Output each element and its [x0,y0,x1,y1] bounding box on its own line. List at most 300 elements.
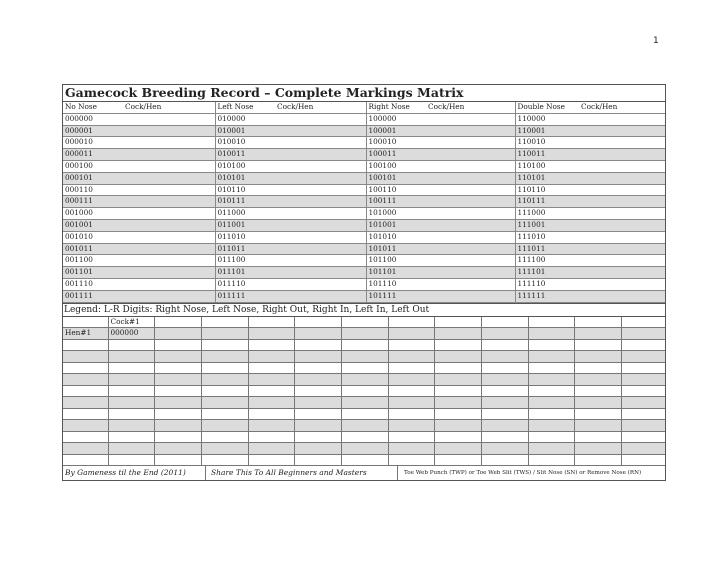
grid-cell[interactable] [341,317,388,328]
marking-code-cell: 111100 [515,255,579,267]
grid-cell[interactable] [154,385,201,397]
grid-row [63,397,665,409]
cock-hen-cell[interactable] [275,208,366,220]
marking-code-cell: 010000 [215,113,275,125]
grid-cell[interactable] [621,397,665,409]
grid-cell[interactable] [481,397,528,409]
marking-code-cell: 111101 [515,267,579,279]
cock-hen-cell[interactable] [123,208,215,220]
marking-code-cell: 110110 [515,184,579,196]
cock-hen-cell[interactable] [579,267,665,279]
cock-hen-cell[interactable] [426,137,515,149]
cock-hen-cell[interactable] [426,255,515,267]
grid-cell[interactable] [341,420,388,432]
grid-cell[interactable] [341,362,388,374]
grid-cell[interactable] [294,420,341,432]
grid-cell[interactable] [201,385,248,397]
marking-code-cell: 110111 [515,196,579,208]
breeding-record-form [62,84,666,481]
grid-cell[interactable] [248,454,294,466]
marking-code-cell: 100010 [366,137,426,149]
grid-row [63,317,665,328]
grid-cell[interactable] [388,431,434,443]
cock-hen-cell[interactable] [426,125,515,137]
grid-cell[interactable] [294,374,341,386]
cock-hen-cell[interactable] [426,219,515,231]
matrix-row [63,290,665,302]
cock-hen-cell[interactable] [275,196,366,208]
marking-code-cell: 111110 [515,278,579,290]
cock-hen-cell[interactable] [426,290,515,302]
grid-cell[interactable] [294,431,341,443]
matrix-header-cell: Left Nose [215,102,275,113]
grid-cell[interactable] [294,385,341,397]
markings-matrix [63,102,665,303]
grid-cell[interactable] [108,420,154,432]
grid-cell[interactable] [63,454,108,466]
grid-cell[interactable] [294,362,341,374]
grid-cell[interactable] [434,420,481,432]
grid-cell[interactable] [248,443,294,455]
grid-cell[interactable] [248,328,294,340]
grid-cell[interactable] [434,454,481,466]
grid-cell[interactable] [388,420,434,432]
grid-cell[interactable] [201,374,248,386]
cock-hen-cell[interactable] [275,231,366,243]
grid-cell[interactable] [63,374,108,386]
marking-code-cell: 100110 [366,184,426,196]
grid-cell[interactable] [201,317,248,328]
grid-cell[interactable] [63,351,108,363]
cock-hen-cell[interactable] [426,160,515,172]
grid-cell[interactable] [528,362,574,374]
grid-cell[interactable] [434,317,481,328]
grid-cell[interactable] [574,362,621,374]
grid-cell[interactable] [434,351,481,363]
grid-cell[interactable] [528,431,574,443]
grid-cell[interactable] [63,443,108,455]
grid-cell[interactable] [294,397,341,409]
grid-cell[interactable] [388,397,434,409]
grid-cell[interactable] [481,385,528,397]
cock-hen-cell[interactable] [579,184,665,196]
marking-code-cell: 101101 [366,267,426,279]
cock-hen-cell[interactable] [426,243,515,255]
grid-cell[interactable] [341,431,388,443]
grid-row [63,408,665,420]
cock-hen-cell[interactable] [123,219,215,231]
grid-cell[interactable] [621,431,665,443]
grid-cell[interactable] [201,443,248,455]
grid-cell[interactable] [248,374,294,386]
cock-hen-cell[interactable] [579,172,665,184]
marking-code-cell: 001111 [63,290,123,302]
grid-cell[interactable] [434,397,481,409]
marking-code-cell: 011100 [215,255,275,267]
cock-hen-cell[interactable] [123,160,215,172]
grid-cell[interactable] [434,362,481,374]
grid-cell[interactable] [574,385,621,397]
grid-cell[interactable] [574,420,621,432]
grid-cell[interactable]: 000000 [108,328,154,340]
grid-cell[interactable] [481,317,528,328]
cock-hen-cell[interactable] [275,113,366,125]
grid-cell[interactable] [154,408,201,420]
grid-cell[interactable] [574,443,621,455]
cock-hen-cell[interactable] [579,231,665,243]
matrix-header-cell: Cock/Hen [123,102,215,113]
cock-hen-cell[interactable] [275,255,366,267]
cock-hen-cell[interactable] [579,137,665,149]
grid-cell[interactable] [108,397,154,409]
grid-cell[interactable] [108,431,154,443]
cock-hen-cell[interactable] [579,113,665,125]
grid-cell[interactable] [154,328,201,340]
marking-code-cell: 111011 [515,243,579,255]
marking-code-cell: 001110 [63,278,123,290]
cock-hen-cell[interactable] [579,208,665,220]
grid-cell[interactable] [154,443,201,455]
grid-cell[interactable] [201,397,248,409]
grid-cell[interactable] [388,362,434,374]
grid-cell[interactable] [388,374,434,386]
grid-cell[interactable] [248,362,294,374]
cock-hen-cell[interactable] [123,125,215,137]
cock-hen-cell[interactable] [275,290,366,302]
grid-cell[interactable] [574,351,621,363]
cock-hen-cell[interactable] [426,208,515,220]
grid-cell[interactable] [154,351,201,363]
marking-code-cell: 011001 [215,219,275,231]
grid-cell[interactable] [294,317,341,328]
grid-cell[interactable] [481,420,528,432]
grid-cell[interactable] [154,397,201,409]
cock-hen-cell[interactable] [579,278,665,290]
grid-cell[interactable] [621,443,665,455]
grid-cell[interactable] [63,362,108,374]
grid-cell[interactable] [434,374,481,386]
grid-cell[interactable] [388,351,434,363]
grid-cell[interactable] [621,328,665,340]
grid-cell[interactable] [574,431,621,443]
marking-code-cell: 000011 [63,149,123,161]
cock-hen-cell[interactable] [123,184,215,196]
grid-cell[interactable] [528,454,574,466]
marking-code-cell: 010011 [215,149,275,161]
grid-cell[interactable] [108,374,154,386]
grid-cell[interactable] [154,339,201,351]
cock-hen-cell[interactable] [123,196,215,208]
marking-code-cell: 000110 [63,184,123,196]
grid-cell[interactable] [574,397,621,409]
cock-hen-cell[interactable] [426,267,515,279]
grid-cell[interactable] [248,339,294,351]
marking-code-cell: 111111 [515,290,579,302]
grid-cell[interactable] [528,385,574,397]
marking-code-cell: 011011 [215,243,275,255]
grid-cell[interactable] [574,454,621,466]
marking-code-cell: 101011 [366,243,426,255]
grid-cell[interactable] [294,454,341,466]
marking-code-cell: 101001 [366,219,426,231]
grid-cell[interactable] [154,431,201,443]
cock-hen-cell[interactable] [275,243,366,255]
marking-code-cell: 000100 [63,160,123,172]
grid-cell[interactable] [341,328,388,340]
grid-cell[interactable] [481,351,528,363]
grid-cell[interactable] [341,385,388,397]
marking-code-cell: 000000 [63,113,123,125]
grid-cell[interactable] [248,317,294,328]
grid-cell[interactable] [341,454,388,466]
grid-cell[interactable] [388,454,434,466]
marking-code-cell: 001001 [63,219,123,231]
marking-code-cell: 010010 [215,137,275,149]
grid-cell[interactable] [388,385,434,397]
grid-cell[interactable] [528,408,574,420]
grid-cell[interactable] [434,408,481,420]
cock-hen-cell[interactable] [123,231,215,243]
breeding-grid [63,317,665,467]
grid-cell[interactable] [63,420,108,432]
grid-cell[interactable] [248,397,294,409]
cock-hen-cell[interactable] [579,125,665,137]
grid-cell[interactable] [341,397,388,409]
grid-cell[interactable] [108,454,154,466]
grid-cell[interactable] [574,328,621,340]
marking-code-cell: 111001 [515,219,579,231]
grid-cell[interactable] [63,431,108,443]
matrix-header-cell: Double Nose [515,102,579,113]
cock-hen-cell[interactable] [426,278,515,290]
cock-hen-cell[interactable] [426,172,515,184]
marking-code-cell: 100011 [366,149,426,161]
cock-hen-cell[interactable] [275,219,366,231]
cock-hen-cell[interactable] [426,149,515,161]
marking-code-cell: 011101 [215,267,275,279]
grid-cell[interactable] [63,397,108,409]
matrix-row [63,149,665,161]
marking-code-cell: 100100 [366,160,426,172]
grid-cell[interactable] [63,408,108,420]
grid-row [63,454,665,466]
grid-cell[interactable] [201,431,248,443]
cock-hen-cell[interactable] [275,125,366,137]
grid-cell[interactable] [388,339,434,351]
grid-cell[interactable] [621,374,665,386]
matrix-header-cell: Cock/Hen [579,102,665,113]
marking-code-cell: 110001 [515,125,579,137]
grid-cell[interactable] [481,362,528,374]
footer [63,466,665,480]
grid-cell[interactable] [201,408,248,420]
cock-hen-cell[interactable] [275,184,366,196]
cock-hen-cell[interactable] [275,172,366,184]
grid-cell[interactable] [108,408,154,420]
grid-cell[interactable] [388,408,434,420]
grid-cell[interactable] [154,317,201,328]
marking-code-cell: 101100 [366,255,426,267]
grid-cell[interactable] [481,339,528,351]
grid-cell[interactable] [294,408,341,420]
grid-cell[interactable] [154,420,201,432]
grid-cell[interactable] [201,339,248,351]
grid-row [63,443,665,455]
cock-hen-cell[interactable] [123,278,215,290]
grid-cell[interactable] [248,408,294,420]
grid-cell[interactable] [621,454,665,466]
grid-cell[interactable] [481,454,528,466]
grid-cell[interactable] [621,385,665,397]
cock-hen-cell[interactable] [426,184,515,196]
grid-cell[interactable] [528,328,574,340]
grid-cell[interactable] [574,374,621,386]
grid-cell[interactable] [294,328,341,340]
grid-cell[interactable] [108,385,154,397]
grid-cell[interactable] [574,408,621,420]
grid-cell[interactable] [528,397,574,409]
grid-cell[interactable] [341,339,388,351]
grid-cell[interactable]: Cock#1 [108,317,154,328]
grid-cell[interactable] [294,443,341,455]
grid-cell[interactable] [201,420,248,432]
grid-cell[interactable] [201,328,248,340]
marking-code-cell: 101010 [366,231,426,243]
matrix-row [63,184,665,196]
grid-cell[interactable] [108,351,154,363]
grid-cell[interactable] [621,408,665,420]
grid-cell[interactable] [294,351,341,363]
grid-cell[interactable] [481,374,528,386]
grid-cell[interactable] [248,420,294,432]
grid-cell[interactable] [621,362,665,374]
grid-cell[interactable] [201,351,248,363]
grid-cell[interactable] [341,408,388,420]
cock-hen-cell[interactable] [275,149,366,161]
matrix-row [63,208,665,220]
grid-cell[interactable] [481,408,528,420]
grid-cell[interactable] [108,339,154,351]
grid-cell[interactable] [341,443,388,455]
marking-code-cell: 111010 [515,231,579,243]
matrix-row [63,113,665,125]
grid-cell[interactable] [528,339,574,351]
grid-cell[interactable] [481,443,528,455]
cock-hen-cell[interactable] [579,160,665,172]
marking-code-cell: 011110 [215,278,275,290]
grid-row [63,374,665,386]
grid-cell[interactable] [388,328,434,340]
marking-code-cell: 100000 [366,113,426,125]
cock-hen-cell[interactable] [579,219,665,231]
grid-cell[interactable] [528,420,574,432]
marking-code-cell: 001010 [63,231,123,243]
marking-code-cell: 110011 [515,149,579,161]
cock-hen-cell[interactable] [123,149,215,161]
grid-cell[interactable] [621,339,665,351]
grid-cell[interactable] [574,339,621,351]
matrix-row [63,243,665,255]
cock-hen-cell[interactable] [579,196,665,208]
marking-code-cell: 001101 [63,267,123,279]
grid-cell[interactable] [481,431,528,443]
cock-hen-cell[interactable] [275,278,366,290]
marking-code-cell: 110100 [515,160,579,172]
grid-cell[interactable] [621,351,665,363]
cock-hen-cell[interactable] [579,243,665,255]
cock-hen-cell[interactable] [123,243,215,255]
cock-hen-cell[interactable] [275,137,366,149]
grid-cell[interactable] [434,443,481,455]
grid-cell[interactable] [154,454,201,466]
grid-cell[interactable] [434,385,481,397]
grid-cell[interactable] [154,362,201,374]
matrix-header-cell: Cock/Hen [426,102,515,113]
grid-cell[interactable] [108,362,154,374]
marking-code-cell: 110000 [515,113,579,125]
marking-code-cell: 011111 [215,290,275,302]
grid-cell[interactable] [201,454,248,466]
grid-cell[interactable] [528,351,574,363]
grid-cell[interactable] [481,328,528,340]
grid-cell[interactable] [434,431,481,443]
cock-hen-cell[interactable] [123,172,215,184]
cock-hen-cell[interactable] [426,231,515,243]
grid-cell[interactable] [574,317,621,328]
grid-cell[interactable]: Hen#1 [63,328,108,340]
cock-hen-cell[interactable] [579,255,665,267]
footer-credit: By Gameness til the End (2011) [63,466,206,480]
cock-hen-cell[interactable] [123,267,215,279]
grid-cell[interactable] [63,385,108,397]
grid-cell[interactable] [248,351,294,363]
footer-note: Toe Web Punch (TWP) or Toe Web Slit (TWS) / Slit Nose (SN) or Remove Nose (RN) [404,470,642,477]
grid-cell[interactable] [621,420,665,432]
cock-hen-cell[interactable] [579,290,665,302]
grid-cell[interactable] [341,351,388,363]
page-number: 1 [653,36,659,46]
grid-cell[interactable] [63,317,108,328]
cock-hen-cell[interactable] [123,113,215,125]
cock-hen-cell[interactable] [275,160,366,172]
cock-hen-cell[interactable] [426,113,515,125]
grid-cell[interactable] [201,362,248,374]
cock-hen-cell[interactable] [426,196,515,208]
grid-cell[interactable] [528,374,574,386]
cock-hen-cell[interactable] [123,255,215,267]
grid-cell[interactable] [248,431,294,443]
grid-cell[interactable] [341,374,388,386]
cock-hen-cell[interactable] [123,290,215,302]
matrix-header-cell: Cock/Hen [275,102,366,113]
grid-cell[interactable] [434,328,481,340]
grid-cell[interactable] [388,443,434,455]
form-title: Gamecock Breeding Record – Complete Markings Matrix [63,85,665,102]
grid-cell[interactable] [63,339,108,351]
grid-cell[interactable] [528,443,574,455]
grid-cell[interactable] [248,385,294,397]
grid-cell[interactable] [294,339,341,351]
grid-cell[interactable] [528,317,574,328]
cock-hen-cell[interactable] [579,149,665,161]
cock-hen-cell[interactable] [275,267,366,279]
grid-cell[interactable] [434,339,481,351]
grid-cell[interactable] [108,443,154,455]
cock-hen-cell[interactable] [123,137,215,149]
grid-cell[interactable] [621,317,665,328]
grid-cell[interactable] [154,374,201,386]
grid-cell[interactable] [388,317,434,328]
